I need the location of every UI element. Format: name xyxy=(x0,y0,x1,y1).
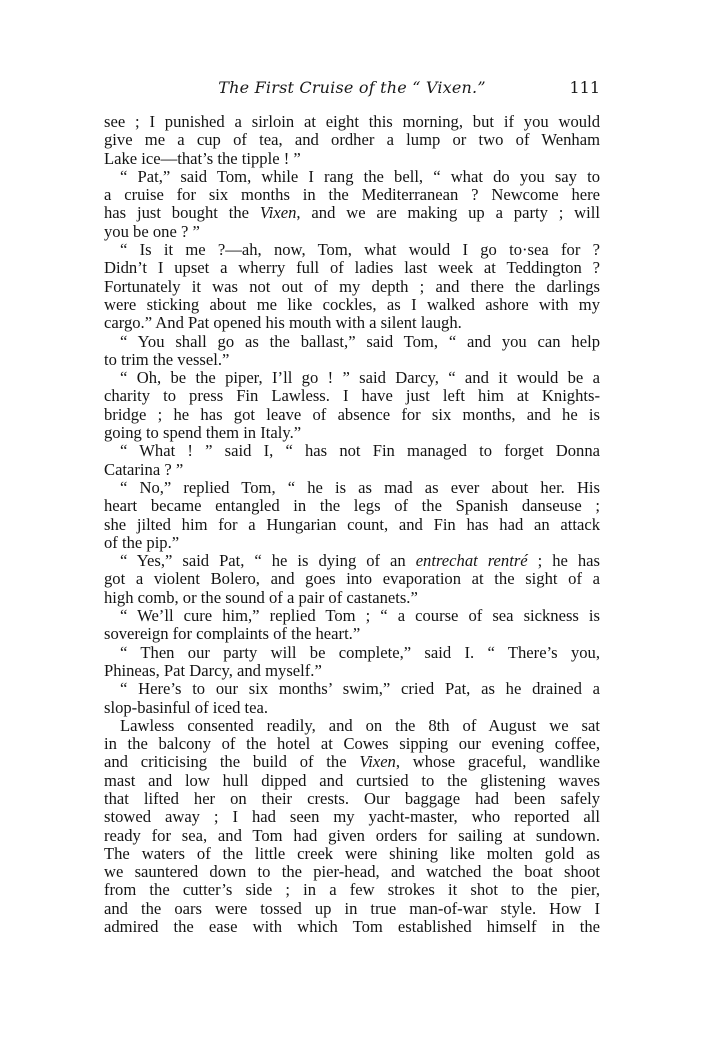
text-line: got a violent Bolero, and goes into evaporation at the sight of a xyxy=(104,569,600,589)
italic-term: Vixen xyxy=(259,203,297,223)
text-line: mast and low hull dipped and curtsied to the glistening waves xyxy=(104,770,600,790)
text-line: has just bought the Vixen, and we are making up a party ; will xyxy=(104,203,600,223)
italic-term: Vixen xyxy=(359,752,396,772)
text-line: of the pip.” xyxy=(104,532,180,552)
text-line: “ Here’s to our six months’ swim,” cried Pat, as he drained a xyxy=(120,679,600,699)
text-line: slop-basinful of iced tea. xyxy=(104,697,269,717)
text-line: “ We’ll cure him,” replied Tom ; “ a course of sea sickness is xyxy=(120,606,600,626)
text-line: cargo.” And Pat opened his mouth with a silent laugh. xyxy=(104,313,462,333)
text-line: and the oars were tossed up in true man-of-war style. How I xyxy=(104,898,600,918)
text-line: “ Pat,” said Tom, while I rang the bell, “ what do you say to xyxy=(120,166,600,186)
text-line: Lake ice—that’s the tipple ! ” xyxy=(104,148,301,168)
text-line: charity to press Fin Lawless. I have just left him at Knights- xyxy=(104,386,600,406)
running-head xyxy=(104,78,600,100)
text-line: ready for sea, and Tom had given orders for sailing at sundown. xyxy=(104,825,600,845)
text-line: “ You shall go as the ballast,” said Tom, “ and you can help xyxy=(120,331,600,351)
text-line: she jilted him for a Hungarian count, and Fin has had an attack xyxy=(104,514,600,534)
text-line: a cruise for six months in the Mediterranean ? Newcome here xyxy=(104,185,600,205)
text-line: “ No,” replied Tom, “ he is as mad as ever about her. His xyxy=(120,477,600,497)
italic-term: entrechat rentré xyxy=(415,551,528,571)
text-line: see ; I punished a sirloin at eight this morning, but if you would xyxy=(104,112,600,131)
text-line: were sticking about me like cockles, as I walked ashore with my xyxy=(104,294,600,314)
text-line: and criticising the build of the Vixen, whose graceful, wandlike xyxy=(104,752,600,772)
text-line: heart became entangled in the legs of the Spanish danseuse ; xyxy=(104,496,600,516)
text-line: we sauntered down to the pier-head, and watched the boat shoot xyxy=(104,862,600,882)
running-title: The First Cruise of the “ Vixen.” xyxy=(218,78,486,97)
text-line: “ Then our party will be complete,” said I. “ There’s you, xyxy=(120,642,600,662)
text-line: going to spend them in Italy.” xyxy=(104,423,302,443)
text-line: high comb, or the sound of a pair of castanets.” xyxy=(104,587,418,607)
text-line: Phineas, Pat Darcy, and myself.” xyxy=(104,660,322,680)
text-line: Lawless consented readily, and on the 8th of August we sat xyxy=(120,715,600,735)
text-line: Catarina ? ” xyxy=(104,459,184,479)
text-line: in the balcony of the hotel at Cowes sipping our evening coffee, xyxy=(104,734,600,754)
text-line: “ Oh, be the piper, I’ll go ! ” said Darcy, “ and it would be a xyxy=(120,368,600,388)
text-line: from the cutter’s side ; in a few strokes it shot to the pier, xyxy=(104,880,600,900)
text-line: stowed away ; I had seen my yacht-master, who reported all xyxy=(104,807,600,827)
body-text xyxy=(104,113,600,936)
page-number: 111 xyxy=(569,78,600,97)
text-line: bridge ; he has got leave of absence for six months, and he is xyxy=(104,404,600,424)
text-line: “ What ! ” said I, “ has not Fin managed to forget Donna xyxy=(120,441,600,461)
text-line: Didn’t I upset a wherry full of ladies last week at Teddington ? xyxy=(104,258,600,278)
text-line: that lifted her on their crests. Our baggage had been safely xyxy=(104,788,600,808)
text-line: you be one ? ” xyxy=(104,221,200,241)
text-line: admired the ease with which Tom established himself in the xyxy=(104,917,600,937)
text-line: “ Yes,” said Pat, “ he is dying of an entrechat rentré ; he has xyxy=(120,551,600,571)
text-line: give me a cup of tea, and ordher a lump or two of Wenham xyxy=(104,130,600,150)
text-line: sovereign for complaints of the heart.” xyxy=(104,624,361,644)
text-line: The waters of the little creek were shining like molten gold as xyxy=(104,843,600,863)
text-line: to trim the vessel.” xyxy=(104,349,230,369)
text-line: Fortunately it was not out of my depth ; and there the darlings xyxy=(104,276,600,296)
text-line: “ Is it me ?—ah, now, Tom, what would I go to·sea for ? xyxy=(120,240,600,260)
